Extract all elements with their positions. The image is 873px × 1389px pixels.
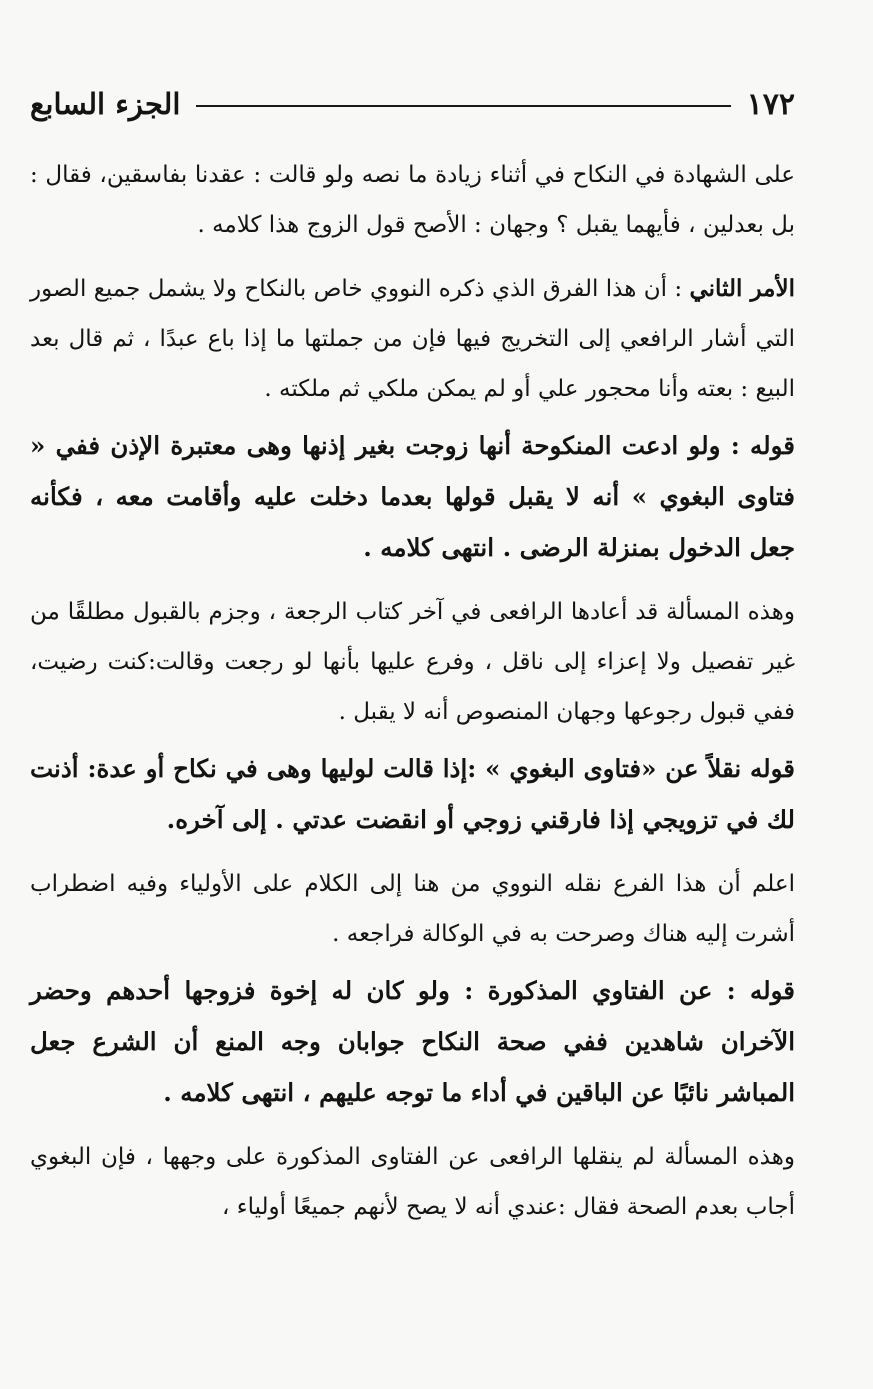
paragraph-8: وهذه المسألة لم ينقلها الرافعى عن الفتاوى المذكورة على وجهها ، فإن البغوي أجاب بعدم الصحة فقال :عندي أنه لا يصح لأنهم جميعًا أولياء ، (30, 1144, 795, 1220)
paragraph-6: اعلم أن هذا الفرع نقله النووي من هنا إلى الكلام على الأولياء وفيه اضطراب أشرت إليه هناك وصرحت به في الوكالة فراجعه . (30, 871, 795, 947)
body-text (30, 150, 795, 1232)
page-number: ١٧٢ (746, 86, 795, 122)
paragraph-4: وهذه المسألة قد أعادها الرافعى في آخر كتاب الرجعة ، وجزم بالقبول مطلقًا من غير تفصيل ولا إعزاء إلى ناقل ، وفرع عليها بأنها لو رجعت وقالت:كنت رضيت، ففي قبول رجوعها وجهان المنصوص أنه لا يقبل . (30, 599, 795, 725)
paragraph-3-quote: قوله : ولو ادعت المنكوحة أنها زوجت بغير إذنها وهى معتبرة الإذن ففي « فتاوى البغوي » أنه لا يقبل قولها بعدما دخلت عليه وأقامت معه ، فكأنه جعل الدخول بمنزلة الرضى . انتهى كلامه . (30, 431, 795, 562)
paragraph-7-quote: قوله : عن الفتاوي المذكورة : ولو كان له إخوة فزوجها أحدهم وحضر الآخران شاهدين ففي صحة النكاح جوابان وجه المنع أن الشرع جعل المباشر نائبًا عن الباقين في أداء ما توجه عليهم ، انتهى كلامه . (30, 976, 795, 1107)
paragraph-2-lead: الأمر الثاني (689, 275, 795, 302)
header-rule (196, 105, 730, 107)
running-title: الجزء السابع (30, 87, 181, 121)
paragraph-2 (30, 264, 795, 414)
paragraph-2-body: : أن هذا الفرق الذي ذكره النووي خاص بالنكاح ولا يشمل جميع الصور التي أشار الرافعي إلى التخريج فيها فإن من جملتها ما إذا باع عبدًا ، ثم قال بعد البيع : بعته وأنا محجور علي أو لم يمكن ملكي ثم ملكته . (30, 276, 795, 402)
paragraph-1: على الشهادة في النكاح في أثناء زيادة ما نصه ولو قالت : عقدنا بفاسقين، فقال : بل بعدلين ، فأيهما يقبل ؟ وجهان : الأصح قول الزوج هذا كلامه . (30, 162, 795, 238)
paragraph-5-quote: قوله نقلاً عن «فتاوى البغوي » :إذا قالت لوليها وهى في نكاح أو عدة: أذنت لك في تزويجي إذا فارقني زوجي أو انقضت عدتي . إلى آخره. (30, 754, 795, 834)
page-header (30, 80, 795, 128)
